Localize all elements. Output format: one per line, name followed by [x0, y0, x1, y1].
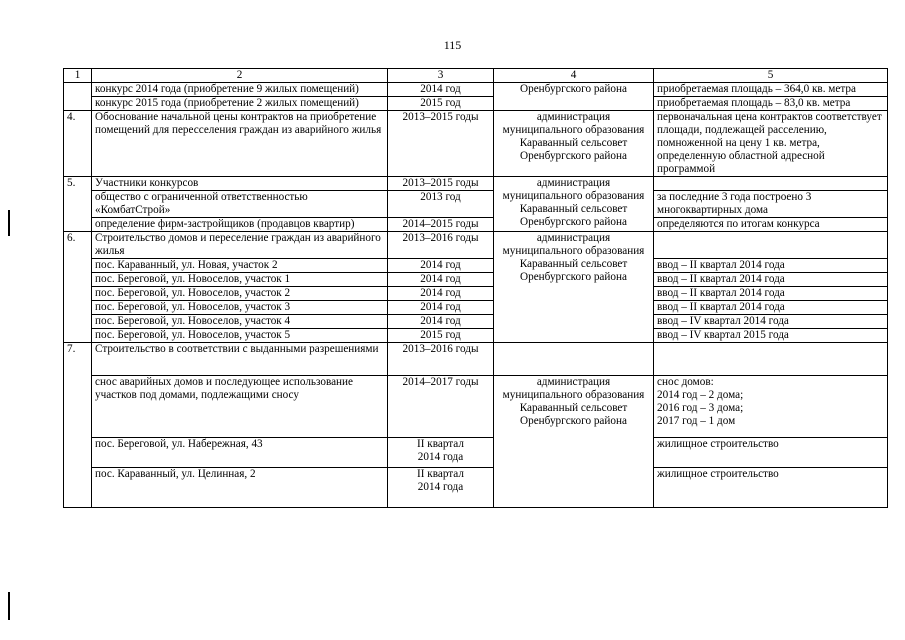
exec-cell: администрация муниципального образования Караванный сельсовет Оренбургского района: [494, 376, 654, 508]
num-cell: 6.: [64, 232, 92, 343]
table-row: [64, 83, 888, 97]
desc-cell: конкурс 2015 года (приобретение 2 жилых помещений): [92, 97, 388, 111]
desc-cell: пос. Береговой, ул. Новоселов, участок 4: [92, 315, 388, 329]
period-cell: II квартал 2014 года: [388, 438, 494, 468]
period-cell: 2014–2015 годы: [388, 218, 494, 232]
table-row: [64, 438, 888, 468]
desc-cell: Участники конкурсов: [92, 177, 388, 191]
period-cell: 2013–2015 годы: [388, 177, 494, 191]
period-cell: 2014–2017 годы: [388, 376, 494, 438]
period-cell: 2013–2016 годы: [388, 232, 494, 259]
exec-cell: администрация муниципального образования Караванный сельсовет Оренбургского района: [494, 111, 654, 177]
desc-cell: пос. Береговой, ул. Новоселов, участок 2: [92, 287, 388, 301]
result-cell: ввод – IV квартал 2015 года: [654, 329, 888, 343]
result-cell: ввод – II квартал 2014 года: [654, 259, 888, 273]
header-cell: 3: [388, 69, 494, 83]
result-cell: [654, 343, 888, 376]
period-cell: 2014 год: [388, 273, 494, 287]
table-row: [64, 111, 888, 177]
period-cell: 2014 год: [388, 301, 494, 315]
header-cell: 4: [494, 69, 654, 83]
result-cell: жилищное строительство: [654, 438, 888, 468]
table-row: [64, 218, 888, 232]
period-cell: 2013–2015 годы: [388, 111, 494, 177]
period-cell: II квартал 2014 года: [388, 468, 494, 508]
table-row: [64, 376, 888, 438]
table-row: [64, 287, 888, 301]
period-cell: 2013–2016 годы: [388, 343, 494, 376]
desc-cell: пос. Караванный, ул. Новая, участок 2: [92, 259, 388, 273]
margin-mark: [8, 592, 10, 620]
table-row: [64, 315, 888, 329]
period-cell: 2013 год: [388, 191, 494, 218]
period-cell: 2014 год: [388, 315, 494, 329]
result-cell: первоначальная цена контрактов соответствует площади, подлежащей расселению, помноженной на цену 1 кв. метра, определенную областной адресной программой: [654, 111, 888, 177]
result-cell: жилищное строительство: [654, 468, 888, 508]
table-row: [64, 468, 888, 508]
period-cell: 2015 год: [388, 97, 494, 111]
num-cell: 4.: [64, 111, 92, 177]
num-cell: 7.: [64, 343, 92, 508]
desc-cell: снос аварийных домов и последующее использование участков под домами, подлежащими сносу: [92, 376, 388, 438]
result-cell: ввод – II квартал 2014 года: [654, 273, 888, 287]
result-cell: приобретаемая площадь – 364,0 кв. метра: [654, 83, 888, 97]
header-cell: 5: [654, 69, 888, 83]
desc-cell: пос. Караванный, ул. Целинная, 2: [92, 468, 388, 508]
num-cell: [64, 83, 92, 111]
table-row: [64, 343, 888, 376]
table-row: [64, 329, 888, 343]
desc-cell: Строительство в соответствии с выданными разрешениями: [92, 343, 388, 376]
exec-cell: администрация муниципального образования Караванный сельсовет Оренбургского района: [494, 232, 654, 343]
desc-cell: пос. Береговой, ул. Новоселов, участок 1: [92, 273, 388, 287]
num-cell: 5.: [64, 177, 92, 232]
table-row: [64, 301, 888, 315]
margin-mark: [8, 210, 10, 236]
desc-cell: Строительство домов и переселение граждан из аварийного жилья: [92, 232, 388, 259]
desc-cell: конкурс 2014 года (приобретение 9 жилых помещений): [92, 83, 388, 97]
result-cell: ввод – II квартал 2014 года: [654, 301, 888, 315]
program-table: [63, 68, 888, 508]
result-cell: ввод – IV квартал 2014 года: [654, 315, 888, 329]
result-cell: [654, 177, 888, 191]
table-header-row: [64, 69, 888, 83]
table-row: [64, 177, 888, 191]
exec-cell: [494, 343, 654, 376]
result-cell: приобретаемая площадь – 83,0 кв. метра: [654, 97, 888, 111]
table-row: [64, 232, 888, 259]
result-cell: ввод – II квартал 2014 года: [654, 287, 888, 301]
desc-cell: пос. Береговой, ул. Новоселов, участок 3: [92, 301, 388, 315]
period-cell: 2014 год: [388, 259, 494, 273]
header-cell: 2: [92, 69, 388, 83]
desc-cell: Обоснование начальной цены контрактов на приобретение помещений для пересселения граждан из аварийного жилья: [92, 111, 388, 177]
result-cell: [654, 232, 888, 259]
period-cell: 2014 год: [388, 287, 494, 301]
result-cell: определяются по итогам конкурса: [654, 218, 888, 232]
result-cell: снос домов: 2014 год – 2 дома; 2016 год – 3 дома; 2017 год – 1 дом: [654, 376, 888, 438]
page-number: 115: [443, 38, 462, 52]
exec-cell: администрация муниципального образования Караванный сельсовет Оренбургского района: [494, 177, 654, 232]
result-cell: за последние 3 года построено 3 многоквартирных дома: [654, 191, 888, 218]
period-cell: 2014 год: [388, 83, 494, 97]
period-cell: 2015 год: [388, 329, 494, 343]
desc-cell: пос. Береговой, ул. Новоселов, участок 5: [92, 329, 388, 343]
header-cell: 1: [64, 69, 92, 83]
desc-cell: определение фирм-застройщиков (продавцов квартир): [92, 218, 388, 232]
table-row: [64, 259, 888, 273]
table-row: [64, 273, 888, 287]
desc-cell: пос. Береговой, ул. Набережная, 43: [92, 438, 388, 468]
table-row: [64, 191, 888, 218]
desc-cell: общество с ограниченной ответственностью «КомбатСтрой»: [92, 191, 388, 218]
table-row: [64, 97, 888, 111]
exec-cell: Оренбургского района: [494, 83, 654, 111]
